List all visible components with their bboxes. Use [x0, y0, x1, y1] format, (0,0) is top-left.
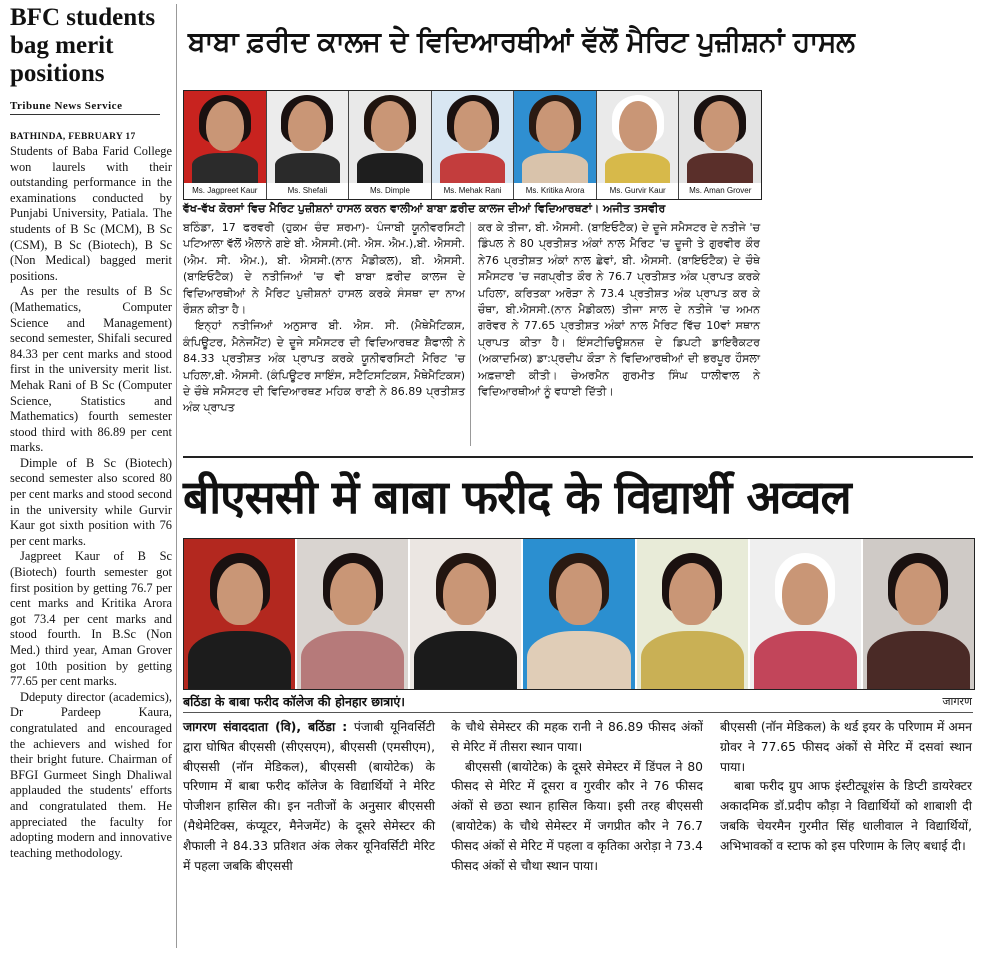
hindi-paragraph: बीएससी (नॉन मेडिकल) के थर्ड इयर के परिणाम में अमन ग्रोवर ने 77.65 फीसद अंकों से मेरिट में दसवां स्थान पाया।: [720, 720, 972, 774]
student-name-label: Ms. Gurvir Kaur: [597, 183, 679, 199]
portrait-face: [556, 563, 602, 625]
portrait-clothing: [754, 631, 857, 689]
punjabi-paragraph: ਇਨ੍ਹਾਂ ਨਤੀਜਿਆਂ ਅਨੁਸਾਰ ਬੀ. ਐਸ. ਸੀ. (ਮੈਥੇਮੈਟਿਕਸ, ਕੰਪਿਊਟਰ, ਮੈਨੇਜਮੈਂਟ) ਦੇ ਦੂਜੇ ਸਮੈਸਟਰ ਦੀ ਵਿਦਿਆਰਥਣ ਸ਼ੈਫਾਲੀ ਨੇ 84.33 ਪ੍ਰਤੀਸ਼ਤ ਅੰਕ ਪ੍ਰਾਪਤ ਕਰਕੇ ਯੂਨੀਵਰਸਿਟੀ ਮੈਰਿਟ 'ਚ ਪਹਿਲਾ,ਬੀ. ਐਸਸੀ. (ਕੰਪਿਊਟਰ ਸਾਇੰਸ, ਸਟੈਟਿਸਟਿਕਸ, ਮੈਥੇਮੈਟਿਕਸ) ਦੇ ਚੌਥੇ ਸਮੈਸਟਰ ਦੀ ਵਿਦਿਆਰਥਣ ਮਹਿਕ ਰਾਣੀ ਨੇ 86.89 ਪ੍ਰਤੀਸ਼ਤ ਅੰਕ ਪ੍ਰਾਪਤ: [183, 319, 465, 415]
section-divider: [183, 456, 973, 458]
student-photo: [410, 539, 523, 689]
portrait-face: [206, 101, 244, 151]
column-divider: [470, 222, 471, 446]
punjabi-photo-strip: [183, 90, 762, 200]
hindi-photo-caption: बठिंडा के बाबा फरीद कॉलेज की होनहार छात्राएं।: [183, 694, 406, 709]
student-photo: [750, 539, 863, 689]
student-photo: [679, 91, 761, 199]
english-paragraph: As per the results of B Sc (Mathematics, Computer Science and Management) second semester, Shifali secured 84.33 per cent marks and stood first in the university merit list. Mehak Rani of B Sc (Computer Science, Statistics and Mathematics) fourth semester stood third with 86.89 per cent marks.: [10, 284, 172, 455]
portrait-face: [895, 563, 941, 625]
portrait-face: [288, 101, 326, 151]
portrait-clothing: [275, 153, 341, 183]
portrait-clothing: [522, 153, 588, 183]
portrait-clothing: [527, 631, 630, 689]
punjabi-paragraph: ਬਠਿੰਡਾ, 17 ਫਰਵਰੀ (ਹੁਕਮ ਚੰਦ ਸ਼ਰਮਾ)- ਪੰਜਾਬੀ ਯੂਨੀਵਰਸਿਟੀ ਪਟਿਆਲਾ ਵੱਲੋਂ ਐਲਾਨੇ ਗਏ ਬੀ. ਐਸਸੀ.(ਸੀ. ਐਸ. ਐਮ.),ਬੀ. ਐਸਸੀ.(ਐਮ. ਸੀ. ਐਮ.), ਬੀ. ਐਸਸੀ.(ਨਾਨ ਮੈਡੀਕਲ), ਬੀ. ਐਸਸੀ.(ਬਾਇਓਟੈਕ) ਦੇ ਨਤੀਜਿਆਂ 'ਚ ਵੀ ਬਾਬਾ ਫ਼ਰੀਦ ਕਾਲਜ ਦੇ ਵਿਦਿਆਰਥੀਆਂ ਨੇ ਮੈਰਿਟ ਪੁਜ਼ੀਸ਼ਨਾਂ ਹਾਸਲ ਕਰਕੇ ਸੰਸਥਾ ਦਾ ਨਾਅ ਰੌਸ਼ਨ ਕੀਤਾ ਹੈ।: [183, 221, 465, 317]
portrait-clothing: [414, 631, 517, 689]
english-byline: Tribune News Service: [10, 100, 160, 115]
punjabi-paragraph: ਕਰ ਕੇ ਤੀਜਾ, ਬੀ. ਐਸਸੀ. (ਬਾਇਓਟੈਕ) ਦੇ ਦੂਜੇ ਸਮੈਸਟਰ ਦੇ ਨਤੀਜੇ 'ਚ ਡਿੰਪਲ ਨੇ 80 ਪ੍ਰਤੀਸ਼ਤ ਅੰਕਾਂ ਨਾਲ ਮੈਰਿਟ 'ਚ ਦੂਜੀ ਤੇ ਗੁਰਵੀਰ ਕੌਰ ਨੇ76 ਪ੍ਰਤੀਸ਼ਤ ਅੰਕਾਂ ਨਾਲ ਛੇਵਾਂ, ਬੀ. ਐਸਸੀ. (ਬਾਇਓਟੈਕ) ਦੇ ਚੌਥੇ ਸਮੈਸਟਰ 'ਚ ਜਗਪ੍ਰੀਤ ਕੌਰ ਨੇ 76.7 ਪ੍ਰਤੀਸ਼ਤ ਅੰਕ ਪ੍ਰਾਪਤ ਕਰਕੇ ਪਹਿਲਾ, ਕਰਿਤਕਾ ਅਰੋੜਾ ਨੇ 73.4 ਪ੍ਰਤੀਸ਼ਤ ਅੰਕ ਪ੍ਰਾਪਤ ਕਰ ਕੇ ਚੌਥਾ, ਬੀ.ਐਸਸੀ.(ਨਾਨ ਮੈਡੀਕਲ) ਤੀਜਾ ਸਾਲ ਦੇ ਨਤੀਜੇ 'ਚ ਅਮਨ ਗਰੋਵਰ ਨੇ 77.65 ਪ੍ਰਤੀਸ਼ਤ ਅੰਕਾਂ ਨਾਲ ਮੈਰਿਟ ਵਿੱਚ 10ਵਾਂ ਸਥਾਨ ਪ੍ਰਾਪਤ ਕੀਤਾ ਹੈ। ਇੰਸਟੀਚਿਊਸ਼ਨਜ਼ ਦੇ ਡਿਪਟੀ ਡਾਇਰੈਕਟਰ (ਅਕਾਦਮਿਕ) ਡਾ:ਪ੍ਰਦੀਪ ਕੌੜਾ ਨੇ ਵਿਦਿਆਰਥੀਆਂ ਦੀ ਭਰਪੂਰ ਹੌਸਲਾ ਅਫ਼ਜ਼ਾਈ ਕੀਤੀ। ਚੇਅਰਮੈਨ ਗੁਰਮੀਤ ਸਿੰਘ ਧਾਲੀਵਾਲ ਨੇ ਵਿਦਿਆਰਥੀਆਂ ਨੂੰ ਵਧਾਈ ਦਿੱਤੀ।: [478, 221, 760, 399]
hindi-paragraph: के चौथे सेमेस्टर की महक रानी ने 86.89 फीसद अंकों से मेरिट में तीसरा स्थान पाया।: [451, 720, 703, 754]
portrait-clothing: [867, 631, 970, 689]
english-paragraph: Ddeputy director (academics), Dr Pardeep Kaura, congratulated and encouraged the achievers and wished for their bright future. Chairman of BFGI Gurmeet Singh Dhaliwal applauded the students' efforts and congratulated them. He appreciated the faculty for adopting modern and innovative teaching methodology.: [10, 689, 172, 860]
portrait-clothing: [687, 153, 753, 183]
student-photo: [432, 91, 515, 199]
student-photo: [184, 91, 267, 199]
portrait-face: [443, 563, 489, 625]
portrait-face: [619, 101, 657, 151]
hindi-lead-dateline: जागरण संवाददाता (वि), बठिंडा :: [183, 720, 348, 734]
hindi-paragraph: बाबा फरीद ग्रुप आफ इंस्टीट्यूशंस के डिप्टी डायरेक्टर अकादमिक डॉ.प्रदीप कौड़ा ने विद्यार्थियों को शाबाशी दी जबकि चेयरमैन गुरमीत सिंह धालीवाल ने विद्यार्थियों, अभिभावकों व स्टाफ को इस परिणाम के लिए बधाई दी।: [720, 779, 972, 853]
student-photo: [863, 539, 974, 689]
portrait-face: [701, 101, 739, 151]
hindi-paragraph: पंजाबी यूनिवर्सिटी द्वारा घोषित बीएससी (सीएसएम), बीएससी (एमसीएम), बीएससी (नॉन मेडिकल), बीएससी (बायोटेक) के परिणाम में बाबा फरीद कॉलेज के विद्यार्थियों ने मेरिट पोजीशन हासिल की। इन नतीजों के अनुसार बीएससी (मैथेमेटिक्स, कंप्यूटर, मैनेजमेंट) के दूसरे सेमेस्टर की शैफाली ने 84.33 प्रतिशत अंक लेकर यूनिवर्सिटी मेरिट में पहला जबकि बीएससी: [183, 720, 435, 873]
hindi-photo-strip: [183, 538, 975, 690]
english-paragraph: Students of Baba Farid College won laurels with their outstanding performance in the examinations conducted by Punjabi University, Patiala. The students of B Sc (MCM), B Sc (CSM), B Sc (Biotech), B Sc (Non Medical) bagged merit positions.: [10, 144, 172, 283]
portrait-clothing: [301, 631, 404, 689]
student-name-label: Ms. Mehak Rani: [432, 183, 514, 199]
english-paragraph: Jagpreet Kaur of B Sc (Biotech) fourth semester got first position by getting 76.7 per cent marks and Kritika Arora got 73.4 per cent marks and stood fourth. In B.Sc (Non Med.) third year, Aman Grover got 10th position by getting 77.65 per cent marks.: [10, 549, 172, 689]
student-photo: [514, 91, 597, 199]
portrait-face: [454, 101, 492, 151]
student-photo: [184, 539, 297, 689]
portrait-clothing: [188, 631, 291, 689]
portrait-clothing: [192, 153, 258, 183]
portrait-face: [782, 563, 828, 625]
portrait-clothing: [440, 153, 506, 183]
student-name-label: Ms. Dimple: [349, 183, 431, 199]
student-photo: [637, 539, 750, 689]
hindi-column-1: [183, 718, 435, 876]
portrait-face: [536, 101, 574, 151]
hindi-paragraph: बीएससी (बायोटेक) के दूसरे सेमेस्टर में डिंपल ने 80 फीसद से मेरिट में दूसरा व गुरवीर कौर ने 76 फीसद अंकों से छठा स्थान हासिल किया। इसी तरह बीएससी (बायोटेक) के चौथे सेमेस्टर में जगप्रीत कौर ने 76.7 फीसद अंकों से मेरिट में पहला व कृतिका अरोड़ा ने 73.4 फीसद अंकों से चौथा स्थान पाया।: [451, 759, 703, 873]
student-name-label: Ms. Kritika Arora: [514, 183, 596, 199]
portrait-clothing: [357, 153, 423, 183]
hindi-column-3: [720, 718, 972, 857]
student-photo: [349, 91, 432, 199]
hindi-headline: बीएससी में बाबा फरीद के विद्यार्थी अव्वल: [183, 470, 851, 524]
portrait-clothing: [605, 153, 671, 183]
portrait-face: [217, 563, 263, 625]
punjabi-photo-caption: ਵੱਖ-ਵੱਖ ਕੋਰਸਾਂ ਵਿਚ ਮੈਰਿਟ ਪੁਜ਼ੀਸ਼ਨਾਂ ਹਾਸਲ ਕਰਨ ਵਾਲੀਆਂ ਬਾਬਾ ਫ਼ਰੀਦ ਕਾਲਜ ਦੀਆਂ ਵਿਦਿਆਰਥਣਾਂ। ਅਜੀਤ ਤਸਵੀਰ: [183, 202, 666, 215]
student-photo: [297, 539, 410, 689]
student-photo: [597, 91, 680, 199]
student-name-label: Ms. Shefali: [267, 183, 349, 199]
column-divider: [176, 4, 177, 948]
punjabi-column-2: [478, 220, 760, 448]
portrait-clothing: [641, 631, 744, 689]
english-article-body: [10, 144, 172, 861]
portrait-face: [669, 563, 715, 625]
english-headline: BFC students bag merit positions: [10, 4, 156, 87]
portrait-face: [330, 563, 376, 625]
student-photo: [523, 539, 636, 689]
student-photo: [267, 91, 350, 199]
student-name-label: Ms. Aman Grover: [679, 183, 761, 199]
student-name-label: Ms. Jagpreet Kaur: [184, 183, 266, 199]
english-paragraph: Dimple of B Sc (Biotech) second semester also scored 80 per cent marks and stood second in the university while Gurvir Kaur got sixth position with 76 per cent marks.: [10, 455, 172, 548]
punjabi-column-1: [183, 220, 465, 448]
portrait-face: [371, 101, 409, 151]
caption-rule: [183, 712, 973, 713]
english-dateline: BATHINDA, FEBRUARY 17: [10, 132, 136, 142]
hindi-photo-credit: जागरण: [942, 695, 972, 708]
hindi-column-2: [451, 718, 703, 876]
punjabi-headline: ਬਾਬਾ ਫ਼ਰੀਦ ਕਾਲਜ ਦੇ ਵਿਦਿਆਰਥੀਆਂ ਵੱਲੋਂ ਮੈਰਿਟ ਪੁਜ਼ੀਸ਼ਨਾਂ ਹਾਸਲ: [188, 25, 855, 58]
